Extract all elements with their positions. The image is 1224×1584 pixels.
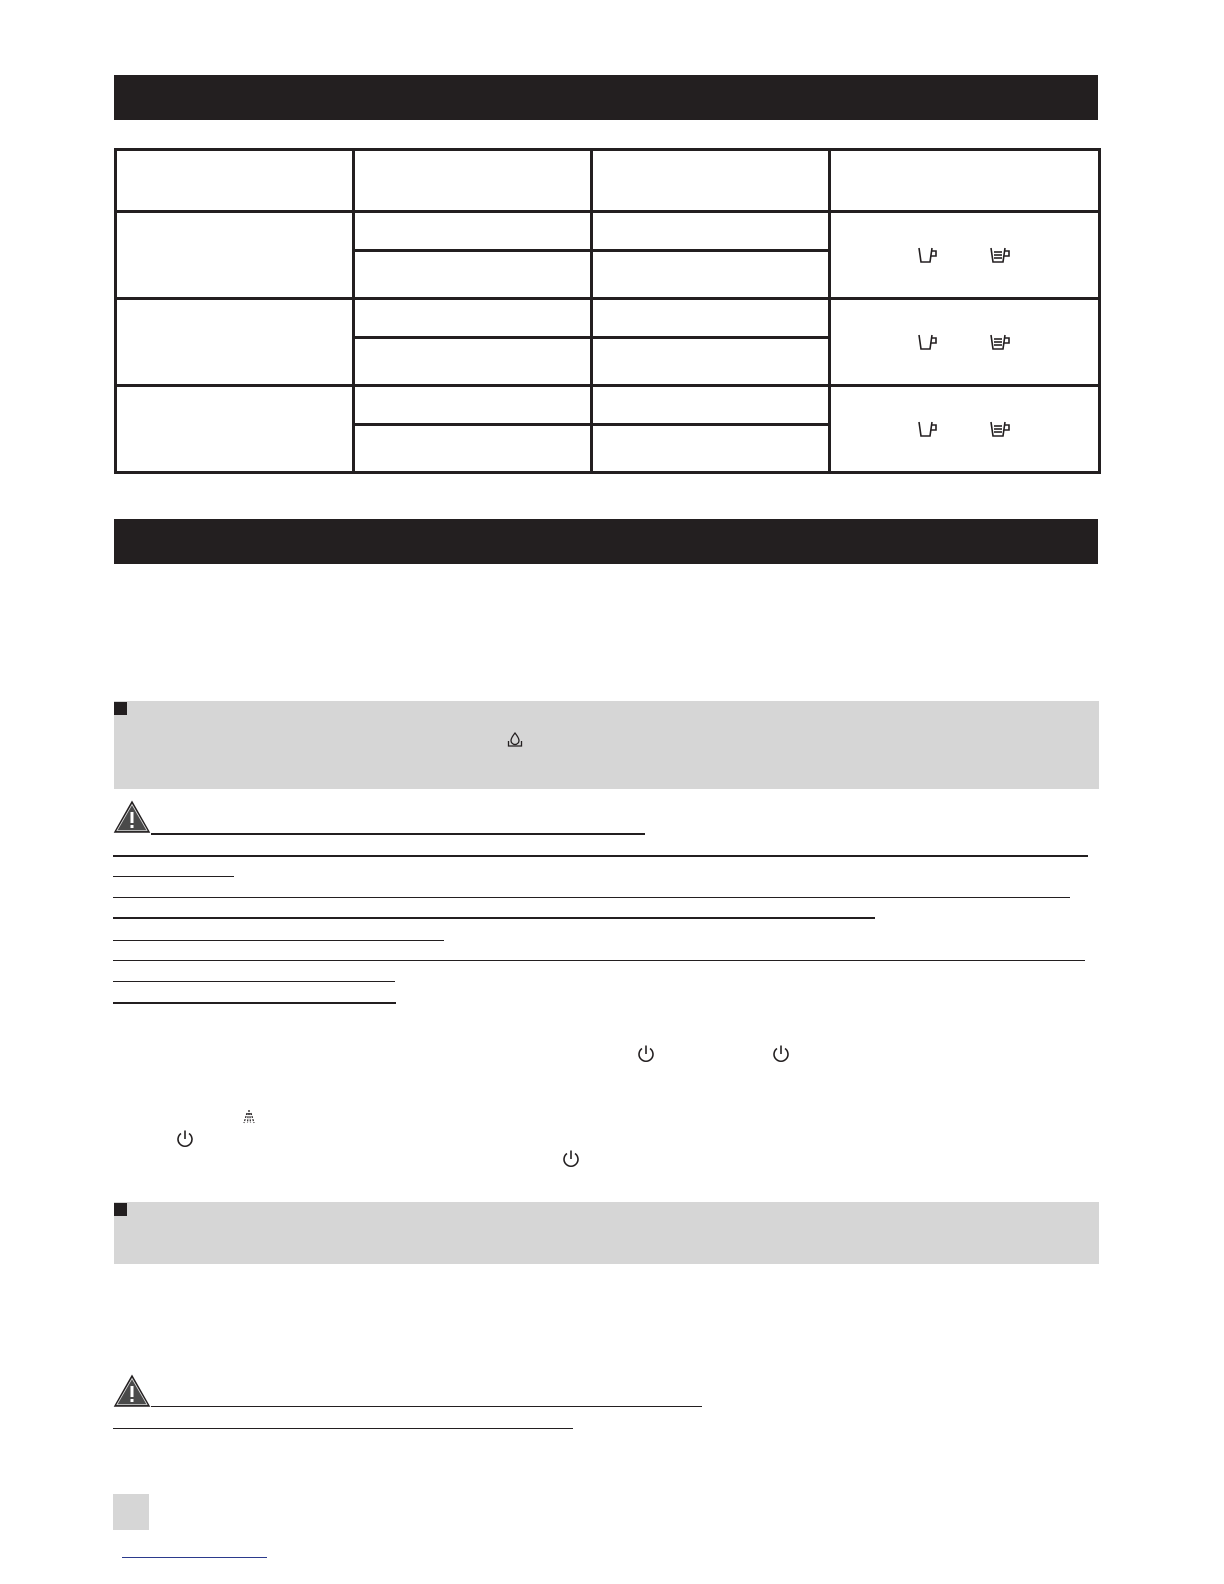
multi-cup-icon: [989, 419, 1013, 439]
table-cell: [354, 212, 592, 251]
power-icon: [636, 1044, 656, 1064]
table-header-cell: [354, 150, 592, 212]
section-header-bar: [114, 75, 1098, 120]
text-underline: [113, 981, 395, 982]
text-underline: [113, 1002, 396, 1004]
cup-icons-cell: [830, 386, 1100, 473]
cup-icons-cell: [830, 212, 1100, 299]
table-row: [116, 212, 1100, 251]
note-bullet: [114, 1203, 127, 1216]
table-header-cell: [592, 150, 830, 212]
table-header-cell: [830, 150, 1100, 212]
spec-table: [114, 148, 1101, 474]
power-icon: [561, 1149, 581, 1169]
table-cell: [354, 425, 592, 473]
cup-icons-cell: [830, 299, 1100, 386]
power-icon: [175, 1129, 195, 1149]
section-header-bar: [114, 519, 1098, 564]
table-row: [116, 386, 1100, 425]
warning-triangle-icon: [113, 800, 151, 834]
power-icon: [771, 1044, 791, 1064]
table-header-cell: [116, 150, 354, 212]
multi-cup-icon: [989, 332, 1013, 352]
text-underline: [113, 917, 875, 919]
footer-link-underline[interactable]: [122, 1557, 267, 1558]
table-cell: [116, 212, 354, 299]
table-cell: [592, 386, 830, 425]
table-cell: [354, 338, 592, 386]
single-cup-icon: [917, 245, 939, 265]
table-cell: [592, 338, 830, 386]
text-underline: [113, 1428, 573, 1429]
table-cell: [592, 425, 830, 473]
text-underline: [113, 940, 444, 941]
table-cell: [592, 251, 830, 299]
table-cell: [354, 299, 592, 338]
single-cup-icon: [917, 332, 939, 352]
table-cell: [592, 299, 830, 338]
table-cell: [116, 386, 354, 473]
page-number-box: [113, 1494, 149, 1530]
warning-triangle-icon: [113, 1374, 151, 1408]
warning-heading-underline: [151, 1406, 702, 1407]
text-underline: [113, 897, 1070, 898]
note-box: [114, 701, 1099, 789]
text-underline: [113, 960, 1085, 961]
multi-cup-icon: [989, 245, 1013, 265]
table-cell: [116, 299, 354, 386]
note-bullet: [114, 702, 127, 715]
note-box: [114, 1202, 1099, 1264]
warning-heading-underline: [151, 833, 645, 835]
table-cell: [354, 251, 592, 299]
text-underline: [113, 855, 1088, 857]
table-cell: [354, 386, 592, 425]
single-cup-icon: [917, 419, 939, 439]
table-row: [116, 299, 1100, 338]
descale-drop-icon: [507, 731, 523, 749]
steam-icon: [241, 1109, 257, 1125]
table-header-row: [116, 150, 1100, 212]
table-cell: [592, 212, 830, 251]
text-underline: [113, 876, 234, 877]
